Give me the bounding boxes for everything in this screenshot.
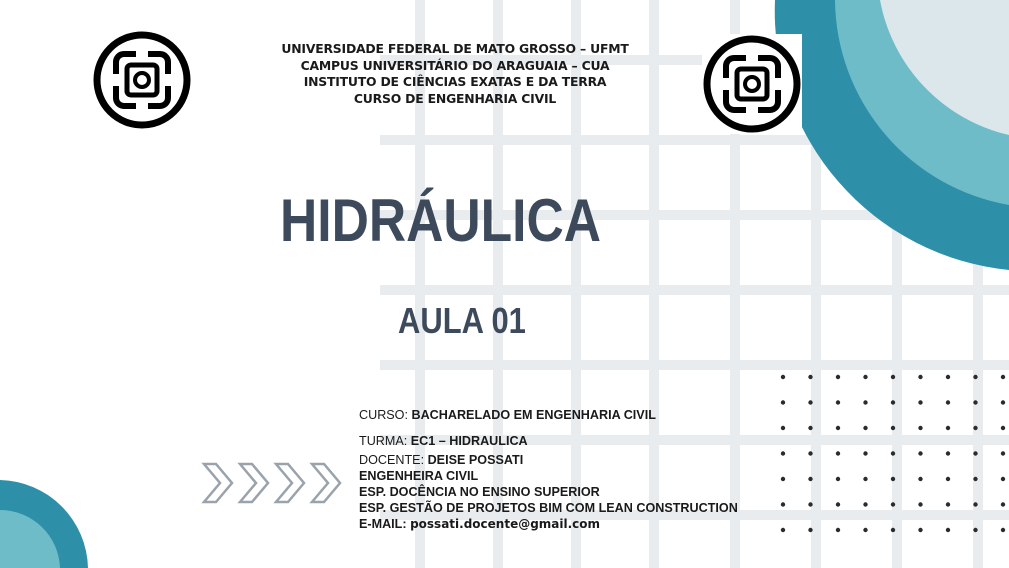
decor-dot bbox=[781, 502, 785, 506]
info-line-esp-docencia: ESP. DOCÊNCIA NO ENSINO SUPERIOR bbox=[359, 485, 600, 499]
decor-dot bbox=[946, 502, 950, 506]
decor-dot bbox=[918, 400, 922, 404]
docente-value: DEISE POSSATI bbox=[427, 453, 524, 467]
turma-label: TURMA: bbox=[359, 434, 411, 448]
decor-dot bbox=[781, 426, 785, 430]
decor-dot bbox=[973, 502, 977, 506]
ufmt-logo-icon bbox=[92, 30, 192, 130]
decor-dot bbox=[808, 477, 812, 481]
header-line-course: CURSO DE ENGENHARIA CIVIL bbox=[353, 90, 557, 106]
decor-dot bbox=[781, 451, 785, 455]
decor-dot bbox=[808, 502, 812, 506]
header-line-institute: INSTITUTO DE CIÊNCIAS EXATAS E DA TERRA bbox=[303, 74, 607, 89]
decor-dot bbox=[808, 400, 812, 404]
decor-dot bbox=[918, 375, 922, 379]
ufmt-logo-icon bbox=[702, 34, 802, 134]
decor-dot bbox=[1001, 451, 1005, 455]
info-line-engenheira: ENGENHEIRA CIVIL bbox=[359, 469, 479, 483]
decor-dot bbox=[918, 477, 922, 481]
decor-dot bbox=[973, 477, 977, 481]
decor-dot bbox=[1001, 400, 1005, 404]
decor-dot bbox=[891, 502, 895, 506]
decor-dot bbox=[946, 477, 950, 481]
info-row-curso bbox=[359, 407, 738, 423]
email-value: possati.docente@gmail.com bbox=[410, 517, 601, 531]
decor-dot bbox=[1001, 477, 1005, 481]
decor-dot bbox=[946, 451, 950, 455]
decor-dot bbox=[863, 502, 867, 506]
decor-dot bbox=[808, 528, 812, 532]
email-label: E-MAIL: bbox=[359, 517, 411, 531]
decor-dot bbox=[836, 477, 840, 481]
decor-dot bbox=[891, 426, 895, 430]
decor-dot bbox=[863, 375, 867, 379]
decor-dot bbox=[891, 375, 895, 379]
decor-dot bbox=[863, 477, 867, 481]
decor-dot bbox=[946, 375, 950, 379]
decor-dot bbox=[918, 426, 922, 430]
decor-dot bbox=[863, 400, 867, 404]
slide-title: HIDRÁULICA bbox=[280, 187, 602, 254]
decor-dot bbox=[973, 528, 977, 532]
curso-value: BACHARELADO EM ENGENHARIA CIVIL bbox=[411, 408, 656, 422]
decor-dot bbox=[863, 426, 867, 430]
decor-dot bbox=[973, 426, 977, 430]
decor-dot bbox=[891, 477, 895, 481]
decor-dot bbox=[863, 451, 867, 455]
decor-dot bbox=[891, 528, 895, 532]
decor-dot bbox=[918, 451, 922, 455]
decor-dot bbox=[836, 528, 840, 532]
turma-value: EC1 – HIDRAULICA bbox=[410, 434, 528, 448]
decor-dot bbox=[836, 400, 840, 404]
course-info bbox=[359, 407, 738, 532]
decor-dot bbox=[781, 400, 785, 404]
decor-dot bbox=[1001, 528, 1005, 532]
decor-dot bbox=[973, 375, 977, 379]
slide-subtitle: AULA 01 bbox=[398, 300, 526, 341]
decor-dot bbox=[808, 451, 812, 455]
decor-dot bbox=[781, 375, 785, 379]
info-row-turma bbox=[359, 433, 738, 449]
decor-dot bbox=[781, 528, 785, 532]
decor-dot bbox=[946, 400, 950, 404]
institution-header bbox=[250, 41, 660, 107]
decor-dot bbox=[891, 400, 895, 404]
chevron-right-icon bbox=[200, 458, 350, 508]
decor-dot bbox=[918, 502, 922, 506]
decor-dot bbox=[918, 528, 922, 532]
decor-dot bbox=[1001, 375, 1005, 379]
docente-label: DOCENTE: bbox=[359, 453, 428, 467]
decor-dot bbox=[946, 426, 950, 430]
header-line-campus: CAMPUS UNIVERSITÁRIO DO ARAGUAIA – CUA bbox=[300, 57, 610, 73]
decor-dot bbox=[973, 400, 977, 404]
decor-dot bbox=[891, 451, 895, 455]
decor-dot bbox=[836, 426, 840, 430]
decor-dot bbox=[946, 528, 950, 532]
dot-pattern bbox=[772, 368, 1009, 548]
decor-dot bbox=[836, 451, 840, 455]
decor-dot bbox=[863, 528, 867, 532]
decor-dot bbox=[836, 375, 840, 379]
header-line-university: UNIVERSIDADE FEDERAL DE MATO GROSSO – UFMT bbox=[281, 41, 629, 56]
decor-dot bbox=[808, 426, 812, 430]
info-row-docente bbox=[359, 452, 738, 468]
decor-dot bbox=[781, 477, 785, 481]
decor-dot bbox=[973, 451, 977, 455]
decor-dot bbox=[808, 375, 812, 379]
decor-dot bbox=[1001, 426, 1005, 430]
info-line-esp-bim: ESP. GESTÃO DE PROJETOS BIM COM LEAN CONSTRUCTION bbox=[359, 501, 738, 515]
info-row-email bbox=[359, 516, 738, 532]
curso-label: CURSO: bbox=[359, 408, 412, 422]
decor-dot bbox=[1001, 502, 1005, 506]
decor-dot bbox=[836, 502, 840, 506]
